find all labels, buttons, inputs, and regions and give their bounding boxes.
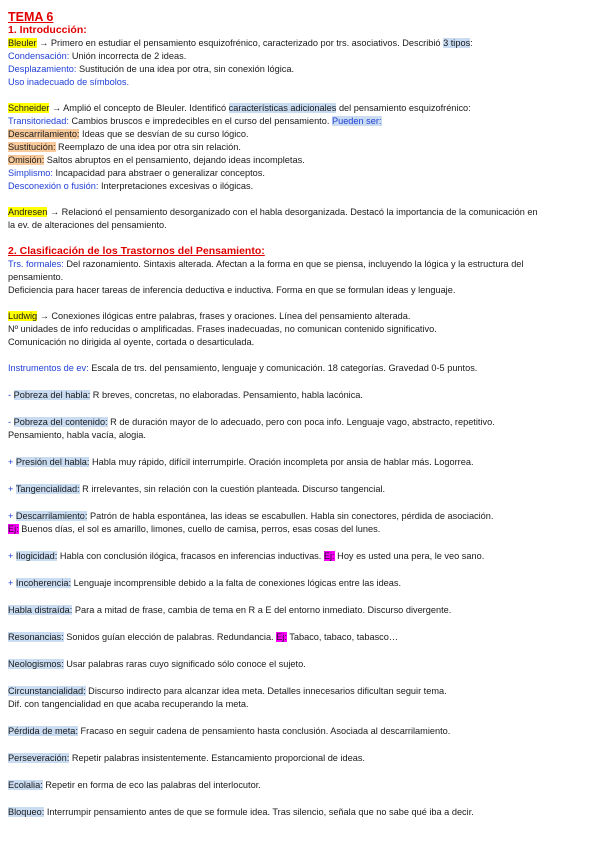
pobreza-contenido-line: - Pobreza del contenido: R de duración mayor de lo adecuado, pero con poca info. Lenguaje vago, abstracto, repetitivo.: [8, 417, 495, 427]
circunstancialidad-line: Circunstancialidad: Discurso indirecto para alcanzar idea meta. Detalles innecesarios dificultan seguir tema.: [8, 686, 447, 696]
habla-distraida-line: Habla distraída: Para a mitad de frase, cambia de tema en R a E del entorno inmediato. Discurso divergente.: [8, 605, 452, 615]
transitoriedad-line: Transitoriedad: Cambios bruscos e impredecibles en el curso del pensamiento. Pueden ser:: [8, 116, 382, 126]
schneider-name: Schneider: [8, 103, 50, 113]
andresen-line-2: la ev. de alteraciones del pensamiento.: [8, 220, 167, 230]
ludwig-name: Ludwig: [8, 311, 38, 321]
andresen-line: Andresen → Relacionó el pensamiento desorganizado con el habla desorganizada. Destacó la importancia de la comunicación en: [8, 207, 538, 217]
instrumentos-line: Instrumentos de ev: Escala de trs. del pensamiento, lenguaje y comunicación. 18 categorías. Gravedad 0-5 puntos.: [8, 363, 478, 373]
tipos-highlight: 3 tipos: [443, 38, 471, 48]
ludwig-line: Ludwig → Conexiones ilógicas entre palabras, frases y oraciones. Línea del pensamiento alterada.: [8, 311, 411, 321]
perseveracion-line: Perseveración: Repetir palabras insistentemente. Estancamiento proporcional de ideas.: [8, 753, 365, 763]
trs-formales-line: Trs. formales: Del razonamiento. Sintaxis alterada. Afectan a la forma en que se piensa, incluyendo la lógica y la estructura del: [8, 259, 524, 269]
bleuler-name: Bleuler: [8, 38, 37, 48]
omision-line: Omisión: Saltos abruptos en el pensamiento, dejando ideas incompletas.: [8, 155, 305, 165]
pobreza-habla-line: - Pobreza del habla: R breves, concretas, no elaboradas. Pensamiento, habla lacónica.: [8, 390, 363, 400]
ej-badge: Ej:: [8, 524, 19, 534]
incoherencia-line: + Incoherencia: Lenguaje incomprensible debido a la falta de conexiones lógicas entre las ideas.: [8, 578, 402, 588]
descarrilamiento-line: Descarrilamiento: Ideas que se desvían de su curso lógico.: [8, 129, 249, 139]
section-2-heading: 2. Clasificación de los Trastornos del Pensamiento:: [8, 245, 265, 257]
document-title: TEMA 6: [8, 10, 54, 24]
presion-line: + Presión del habla: Habla muy rápido, difícil interrumpirle. Oración incompleta por ansia de hablar más. Logorrea.: [8, 457, 474, 467]
descarrilamiento-2-line: + Descarrilamiento: Patrón de habla espontánea, las ideas se escabullen. Habla sin conectores, pérdida de asociación.: [8, 511, 494, 521]
condensacion-line: Condensación: Unión incorrecta de 2 ideas.: [8, 51, 187, 61]
uso-line: Uso inadecuado de símbolos.: [8, 77, 130, 87]
simplismo-line: Simplismo: Incapacidad para abstraer o generalizar conceptos.: [8, 168, 265, 178]
ecolalia-line: Ecolalia: Repetir en forma de eco las palabras del interlocutor.: [8, 780, 261, 790]
neologismos-line: Neologismos: Usar palabras raras cuyo significado sólo conoce el sujeto.: [8, 659, 306, 669]
document-page: TEMA 6 1. Introducción: Bleuler → Primero en estudiar el pensamiento esquizofrénico, caracterizado por trs. asociativos. Describió 3 tipos: Condensación: Unión incorrecta de 2 ideas. Desplazamiento: Sustitución de una idea por otra, sin conexión lógica. Uso inadecuado de símbolos. Schneider → Amplió el concepto de Bleuler. Identificó características adicionales del pensamiento esquizofrénico: Transitoriedad: Cambios bruscos e impredecibles en el curso del pensamiento. Pueden ser: Descarrilamiento: Ideas que se desvían de su curso lógico. Sustitución: Reemplazo de una idea por otra sin relación. Omisión: Saltos abruptos en el pensamiento, dejando ideas incompletas. Simplismo: Incapacidad para abstraer o generalizar conceptos. Desconexión o fusión: Interpretaciones excesivas o ilógicas. Andresen → Relacionó el pensamiento desorganizado con el habla desorganizada. Destacó la importancia de la comunicación en la ev. de alteraciones del pensamiento. 2. Clasificación de los Trastornos del Pensamiento: Trs. formales: Del razonamiento. Sintaxis alterada. Afectan a la forma en que se piensa, incluyendo la lógica y la estructura del pensamiento. Deficiencia para hacer tareas de inferencia deductiva e inductiva. Forma en que se formulan ideas y lenguaje. Ludwig → Conexiones ilógicas entre palabras, frases y oraciones. Línea del pensamiento alterada. Nº unidades de info reducidas o amplificadas. Frases inadecuadas, no comunican contenido significativo. Comunicación no dirigida al oyente, cortada o desarticulada. Instrumentos de ev: Escala de trs. del pensamiento, lenguaje y comunicación. 18 categorías. Gravedad 0-5 puntos. - Pobreza del habla: R breves, concretas, no elaboradas. Pensamiento, habla lacónica. - Pobreza del contenido: R de duración mayor de lo adecuado, pero con poca info. Lenguaje vago, abstracto, repetitivo. Pensamiento, habla vacía, alogia. + Presión del habla: Habla muy rápido, difícil interrumpirle. Oración incompleta por ansia de hablar más. Logorrea. + Tangencialidad: R irrelevantes, sin relación con la cuestión planteada. Discurso tangencial. + Descarrilamiento: Patrón de habla espontánea, las ideas se escabullen. Habla sin conectores, pérdida de asociación. Ej: Buenos días, el sol es amarillo, limones, cuello de camisa, perros, esas cosas del lunes. + Ilogicidad: Habla con conclusión ilógica, fracasos en inferencias inductivas. Ej: Hoy es usted una pera, le veo sano. + Incoherencia: Lenguaje incomprensible debido a la falta de conexiones lógicas entre las ideas. Habla distraída: Para a mitad de frase, cambia de tema en R a E del entorno inmediato. Discurso divergente. Resonancias: Sonidos guían elección de palabras. Redundancia. Ej: Tabaco, tabaco, tabasco… Neologismos: Usar palabras raras cuyo significado sólo conoce el sujeto. Circunstancialidad: Discurso indirecto para alcanzar idea meta. Detalles innecesarios dificultan seguir tema. Dif. con tangencialidad en que acaba recuperando la meta. Pérdida de meta: Fracaso en seguir cadena de pensamiento hasta conclusión. Asociada al descarrilamiento. Perseveración: Repetir palabras insistentemente. Estancamiento proporcional de ideas. Ecolalia: Repetir en forma de eco las palabras del interlocutor. Bloqueo: Interrumpir pensamiento antes de que se formule idea. Tras silencio, señala que no sabe qué iba a decir.: [0, 0, 600, 819]
ej-badge: Ej:: [276, 632, 287, 642]
perdida-meta-line: Pérdida de meta: Fracaso en seguir cadena de pensamiento hasta conclusión. Asociada al descarrilamiento.: [8, 726, 451, 736]
bloqueo-line: Bloqueo: Interrumpir pensamiento antes de que se formule idea. Tras silencio, señala que no sabe qué iba a decir.: [8, 807, 474, 817]
tangencialidad-line: + Tangencialidad: R irrelevantes, sin relación con la cuestión planteada. Discurso tangencial.: [8, 484, 386, 494]
ilogicidad-line: + Ilogicidad: Habla con conclusión ilógica, fracasos en inferencias inductivas. Ej: Hoy es usted una pera, le veo sano.: [8, 551, 485, 561]
desconexion-line: Desconexión o fusión: Interpretaciones excesivas o ilógicas.: [8, 181, 254, 191]
bleuler-line: Bleuler → Primero en estudiar el pensamiento esquizofrénico, caracterizado por trs. asociativos. Describió 3 tipos:: [8, 38, 473, 48]
sustitucion-line: Sustitución: Reemplazo de una idea por otra sin relación.: [8, 142, 241, 152]
schneider-line: Schneider → Amplió el concepto de Bleuler. Identificó características adicionales del pensamiento esquizofrénico:: [8, 103, 471, 113]
andresen-name: Andresen: [8, 207, 48, 217]
resonancias-line: Resonancias: Sonidos guían elección de palabras. Redundancia. Ej: Tabaco, tabaco, tabasco…: [8, 632, 399, 642]
desplazamiento-line: Desplazamiento: Sustitución de una idea por otra, sin conexión lógica.: [8, 64, 295, 74]
ej-badge: Ej:: [323, 551, 335, 561]
section-1-heading: 1. Introducción:: [8, 24, 87, 36]
